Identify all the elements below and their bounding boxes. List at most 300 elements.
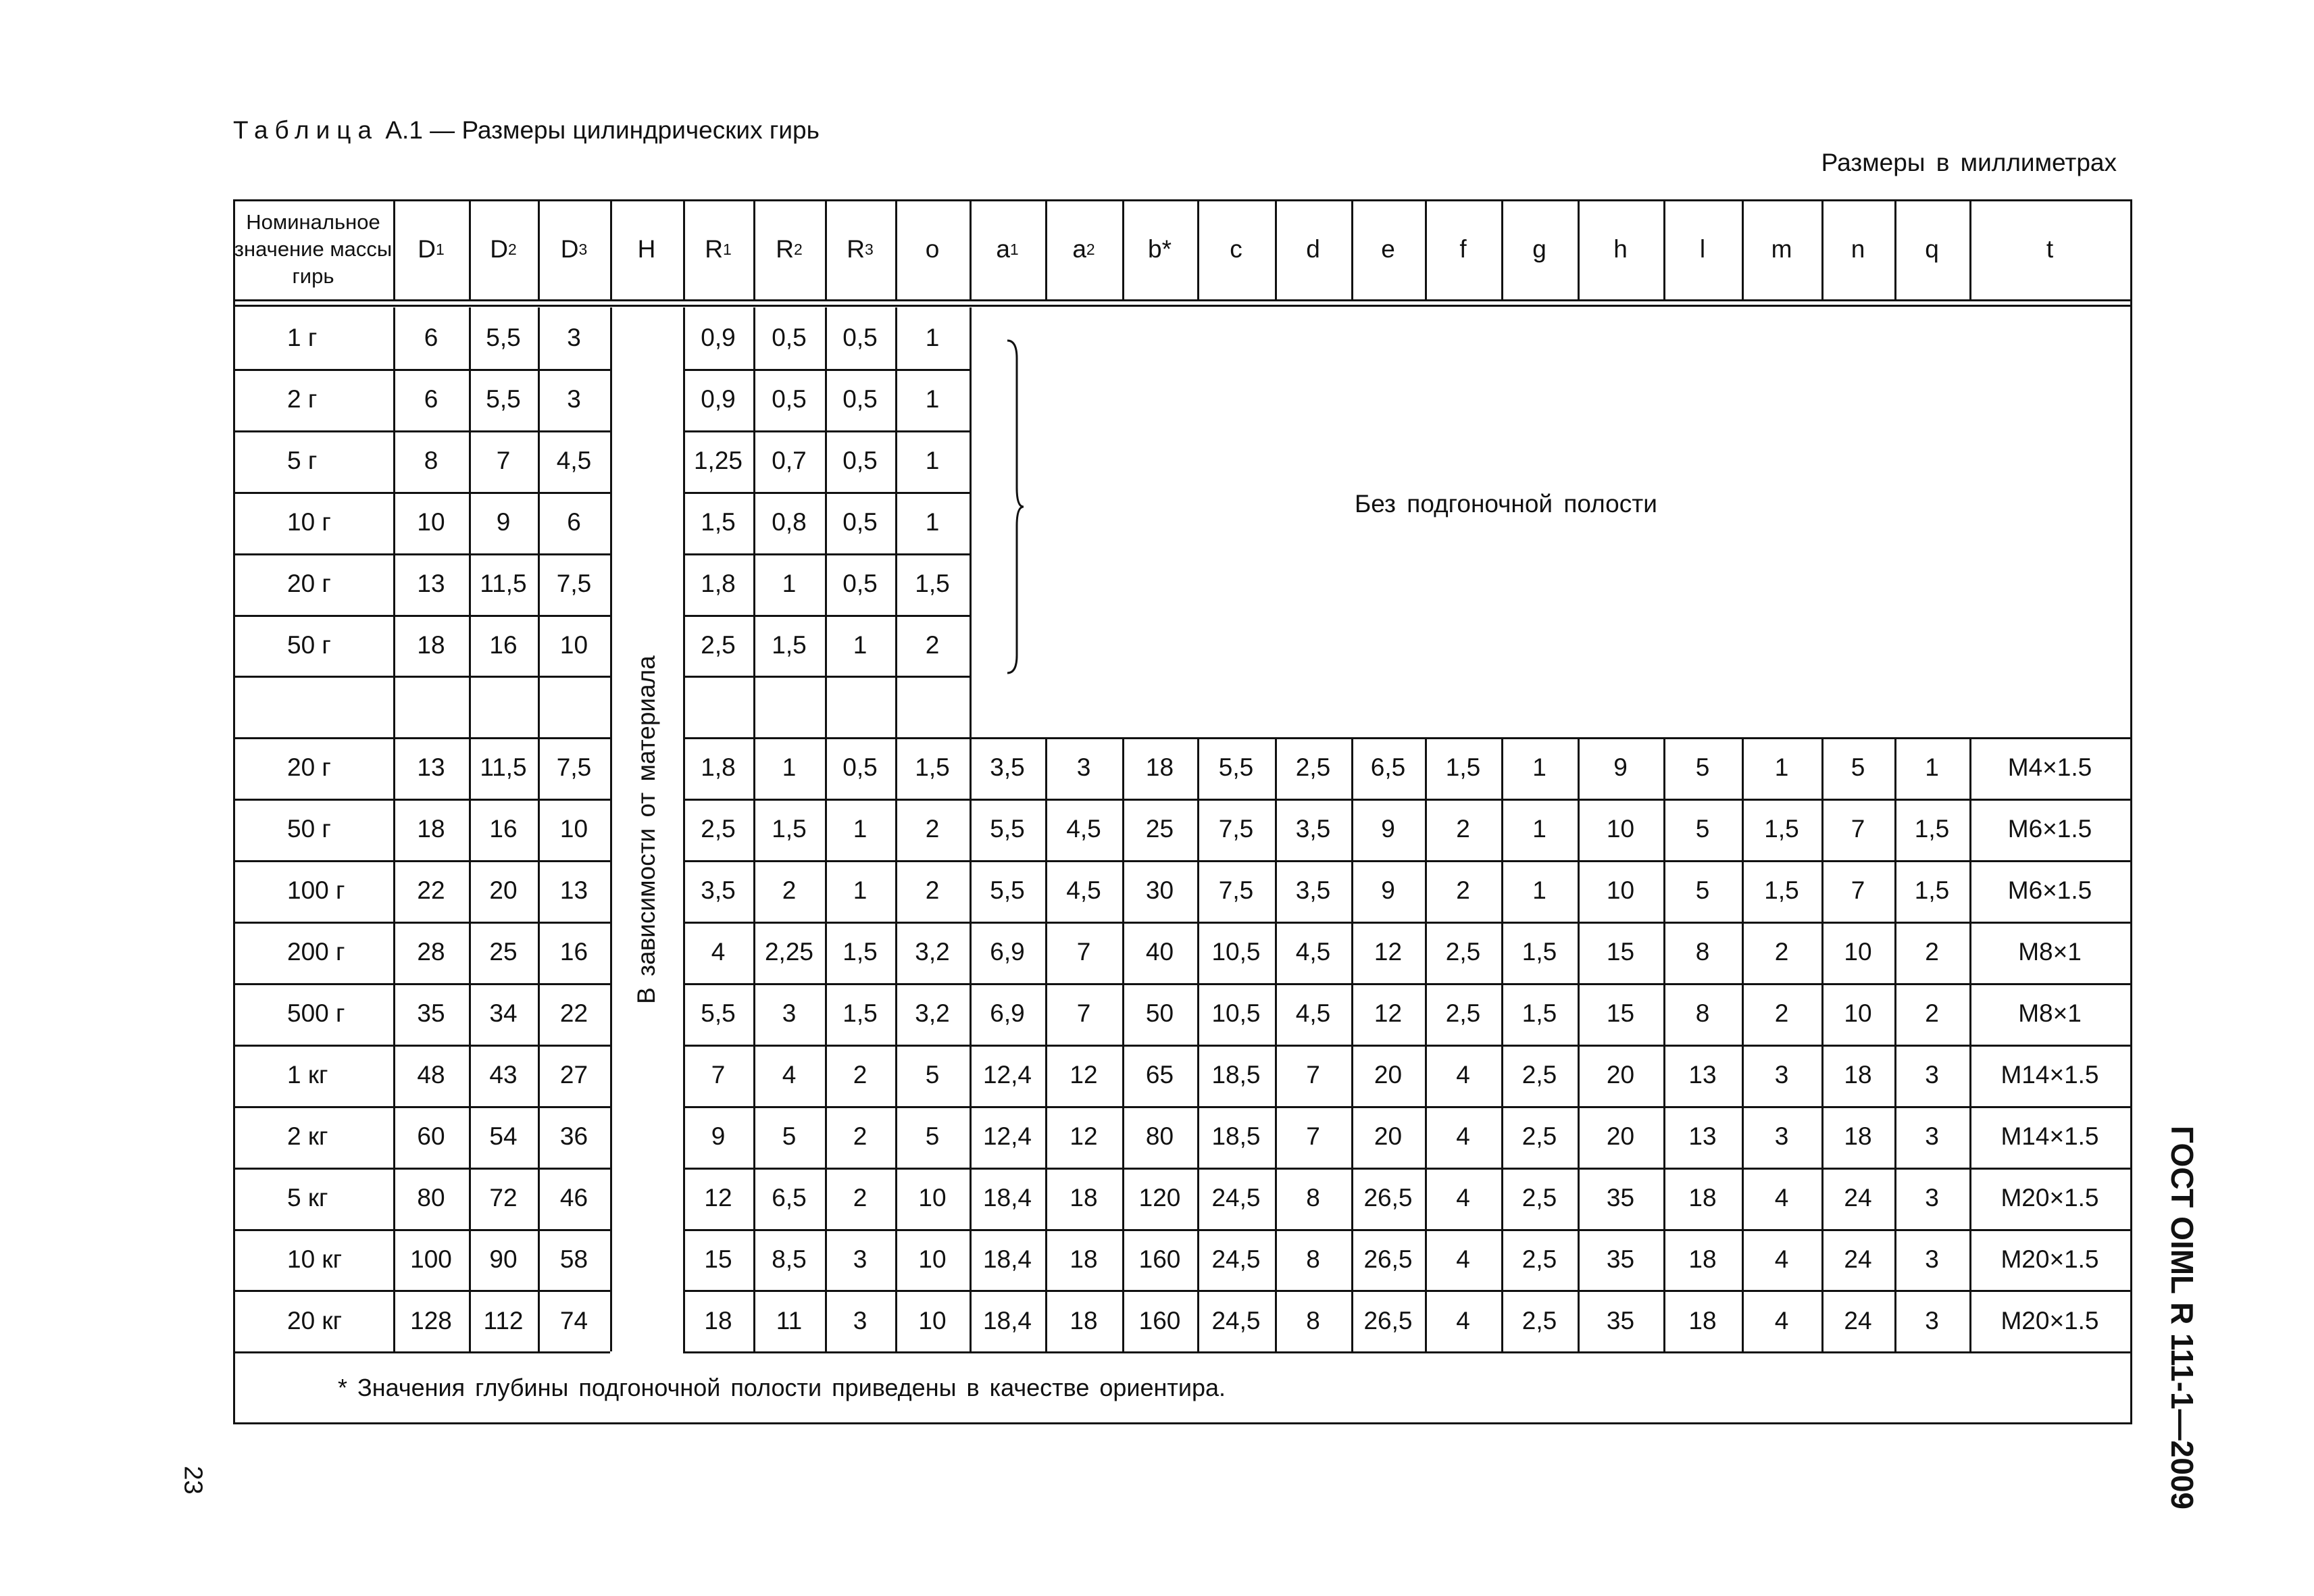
header-col <box>825 199 895 299</box>
cell-d3: 6 <box>567 507 581 536</box>
cell-r1: 2,5 <box>701 630 736 659</box>
cell-value: 18 <box>1688 1306 1717 1335</box>
cell-value: 16 <box>559 938 588 966</box>
table-border-bottom <box>233 1422 2132 1424</box>
header-col <box>1501 199 1578 299</box>
cell-d3: 4,5 <box>556 446 592 474</box>
cell-value: 35 <box>417 999 445 1028</box>
header-col-subscript: 3 <box>578 240 588 258</box>
cell-value: 15 <box>704 1245 732 1273</box>
cell-value: 12,4 <box>982 1122 1032 1150</box>
cell-value: 2,5 <box>1521 1122 1557 1150</box>
table-caption <box>233 116 820 145</box>
cell-value: 10,5 <box>1211 999 1261 1028</box>
page-number <box>172 1453 213 1507</box>
cell-mass: 5 г <box>287 446 318 474</box>
cell-value: 65 <box>1145 1060 1174 1089</box>
cell-value: 2 <box>1456 815 1470 843</box>
cell-value: 4,5 <box>1066 815 1101 843</box>
header-col-symbol: a <box>1072 234 1086 263</box>
cell-value: 5 <box>1851 753 1865 782</box>
header-col-subscript: 1 <box>435 240 445 258</box>
cell-value: 20 <box>489 876 518 905</box>
cell-value: 3,5 <box>701 876 736 905</box>
cell-value: 160 <box>1138 1306 1181 1335</box>
cell-o: 1 <box>925 507 940 536</box>
cell-value: 11,5 <box>480 753 527 782</box>
cell-value: 24 <box>1844 1306 1872 1335</box>
header-col <box>1351 199 1425 299</box>
cell-value: 7 <box>1851 815 1865 843</box>
cell-value: 28 <box>417 938 445 966</box>
cell-value: 9 <box>711 1122 726 1150</box>
cell-value: 50 <box>1145 999 1174 1028</box>
cell-value: 4 <box>1456 1060 1470 1089</box>
cell-value: 3 <box>1076 753 1091 782</box>
cell-d1: 8 <box>424 446 438 474</box>
cell-value: 5,5 <box>990 876 1025 905</box>
cell-value: 35 <box>1606 1306 1635 1335</box>
cell-value: 18 <box>1844 1060 1872 1089</box>
header-col <box>1663 199 1742 299</box>
header-col-symbol: D <box>490 234 508 263</box>
cell-value: 18,4 <box>982 1245 1032 1273</box>
cell-value: 5 <box>925 1060 940 1089</box>
header-col-divider <box>970 199 972 299</box>
cell-value: 4 <box>1456 1245 1470 1273</box>
cell-value: 90 <box>489 1245 518 1273</box>
header-col <box>538 199 610 299</box>
cell-value: 10 <box>918 1183 947 1212</box>
cell-value: 34 <box>489 999 518 1028</box>
cell-value: 8 <box>1695 999 1710 1028</box>
cell-value: 8 <box>1306 1306 1320 1335</box>
cell-value: 2 <box>782 876 797 905</box>
cell-value: 18 <box>1070 1183 1098 1212</box>
cell-value: 2,5 <box>1521 1060 1557 1089</box>
cell-value: 24 <box>1844 1245 1872 1273</box>
cell-r2: 1 <box>782 569 797 597</box>
cell-mass: 2 г <box>287 385 318 414</box>
cell-value: 4 <box>1774 1306 1789 1335</box>
cell-value: 20 г <box>287 753 331 782</box>
header-col-subscript: 1 <box>1009 240 1019 258</box>
cell-value: 7,5 <box>556 753 592 782</box>
header-col <box>1969 199 2130 299</box>
header-col-symbol: e <box>1381 234 1395 263</box>
cell-value: 6,5 <box>1370 753 1406 782</box>
cell-value: 24,5 <box>1211 1183 1261 1212</box>
cell-value: 5 кг <box>287 1183 328 1212</box>
cell-value: 3 <box>782 999 797 1028</box>
header-col-symbol: l <box>1699 234 1706 263</box>
cell-value: 1,5 <box>842 938 878 966</box>
header-col-divider <box>1351 199 1353 299</box>
header-mass-label: Номинальное значение массы гирь <box>234 209 393 289</box>
cell-value: M8×1 <box>2018 999 2082 1028</box>
header-col <box>1275 199 1351 299</box>
header-col-symbol: h <box>1613 234 1628 263</box>
cell-value: 2,5 <box>1521 1306 1557 1335</box>
header-col-divider <box>1663 199 1665 299</box>
cell-r2: 0,5 <box>772 324 807 352</box>
cell-value: 120 <box>1138 1183 1181 1212</box>
cell-value: M14×1.5 <box>2001 1122 2099 1150</box>
table-footnote: * Значения глубины подгоночной полости приведены в качестве ориентира. <box>338 1374 1226 1402</box>
header-col-symbol: m <box>1771 234 1792 263</box>
cell-value: 2,5 <box>1295 753 1331 782</box>
cell-value: 1,5 <box>1521 938 1557 966</box>
cell-value: 8 <box>1306 1183 1320 1212</box>
cell-value: 1,8 <box>701 753 736 782</box>
cell-value: 2,5 <box>1445 999 1481 1028</box>
cell-mass: 50 г <box>287 630 331 659</box>
header-col <box>1045 199 1122 299</box>
cell-value: 2,5 <box>1521 1245 1557 1273</box>
header-col-divider <box>1425 199 1427 299</box>
header-col-subscript: 3 <box>864 240 874 258</box>
cell-value: 8,5 <box>772 1245 807 1273</box>
header-col <box>895 199 970 299</box>
cell-value: 10 <box>1844 999 1872 1028</box>
cell-value: 7 <box>1076 999 1091 1028</box>
cell-value: 2,5 <box>1445 938 1481 966</box>
cell-o: 2 <box>925 630 940 659</box>
cell-value: 5,5 <box>990 815 1025 843</box>
header-separator <box>233 299 2130 301</box>
cell-value: 0,5 <box>842 753 878 782</box>
cell-value: 5 <box>1695 876 1710 905</box>
header-col <box>1122 199 1197 299</box>
cell-value: M20×1.5 <box>2001 1183 2099 1212</box>
header-col-symbol: q <box>1925 234 1939 263</box>
cell-value: 8 <box>1306 1245 1320 1273</box>
cell-value: 500 г <box>287 999 345 1028</box>
cell-value: 10 <box>1606 815 1635 843</box>
cell-value: 12 <box>704 1183 732 1212</box>
cell-value: 3 <box>1925 1122 1939 1150</box>
cell-value: 72 <box>489 1183 518 1212</box>
header-col <box>1197 199 1275 299</box>
header-col-subscript: 1 <box>722 240 732 258</box>
header-col-divider <box>753 199 755 299</box>
row-divider <box>233 1351 610 1353</box>
cell-value: 1,5 <box>1445 753 1481 782</box>
cell-value: 112 <box>483 1306 524 1335</box>
cell-value: 18 <box>417 815 445 843</box>
cell-d2: 5,5 <box>486 324 521 352</box>
header-col-symbol: n <box>1851 234 1865 263</box>
h-column-note <box>610 307 683 1351</box>
cell-value: 10 <box>918 1245 947 1273</box>
cell-value: 3,5 <box>1295 815 1331 843</box>
cell-value: M8×1 <box>2018 938 2082 966</box>
cell-value: 3 <box>1774 1122 1789 1150</box>
header-col-divider <box>393 199 395 299</box>
cell-value: 30 <box>1145 876 1174 905</box>
cell-value: 15 <box>1606 938 1635 966</box>
cell-d2: 16 <box>489 630 518 659</box>
cell-value: M6×1.5 <box>2007 815 2092 843</box>
cell-value: M20×1.5 <box>2001 1245 2099 1273</box>
cell-value: 1 <box>853 815 867 843</box>
cell-r1: 0,9 <box>701 385 736 414</box>
cell-mass: 20 г <box>287 569 331 597</box>
cell-d1: 10 <box>417 507 445 536</box>
cell-value: 7,5 <box>1218 815 1254 843</box>
cell-value: 22 <box>417 876 445 905</box>
cell-value: 18,5 <box>1211 1060 1261 1089</box>
header-col <box>469 199 538 299</box>
page-number-text: 23 <box>178 1465 207 1495</box>
cell-value: 26,5 <box>1363 1306 1413 1335</box>
cell-value: 3,5 <box>1295 876 1331 905</box>
cell-value: 1,5 <box>1764 876 1799 905</box>
h-column-text: В зависимости от материала <box>632 655 661 1004</box>
header-col <box>1742 199 1821 299</box>
cell-value: 11 <box>776 1306 803 1335</box>
document-side-title <box>2138 1125 2226 1510</box>
cell-value: 46 <box>559 1183 588 1212</box>
cell-d1: 18 <box>417 630 445 659</box>
cell-value: 7,5 <box>1218 876 1254 905</box>
cell-value: 22 <box>559 999 588 1028</box>
cell-d2: 11,5 <box>480 569 527 597</box>
caption-prefix: Таблица <box>233 116 379 144</box>
cell-value: 60 <box>417 1122 445 1150</box>
units-note: Размеры в миллиметрах <box>1821 149 2117 176</box>
cell-value: 1,5 <box>1764 815 1799 843</box>
header-col-symbol: g <box>1532 234 1546 263</box>
cell-d3: 3 <box>567 324 581 352</box>
cell-value: 10 <box>559 815 588 843</box>
header-col-divider <box>825 199 827 299</box>
cell-value: M14×1.5 <box>2001 1060 2099 1089</box>
cell-value: 10 <box>1844 938 1872 966</box>
cell-value: 16 <box>489 815 518 843</box>
cell-r3: 0,5 <box>842 446 878 474</box>
header-col-subscript: 2 <box>507 240 517 258</box>
cell-value: 3 <box>1925 1306 1939 1335</box>
cell-value: 7 <box>1306 1122 1320 1150</box>
cell-value: 24,5 <box>1211 1306 1261 1335</box>
cell-value: 1 кг <box>287 1060 328 1089</box>
cell-value: 10 кг <box>287 1245 343 1273</box>
cell-value: 9 <box>1381 876 1395 905</box>
cell-value: 7 <box>711 1060 726 1089</box>
header-col-symbol: t <box>2046 234 2054 263</box>
cell-value: 13 <box>1688 1060 1717 1089</box>
header-col <box>1425 199 1501 299</box>
cell-value: 3 <box>1925 1183 1939 1212</box>
header-col <box>970 199 1045 299</box>
header-col-subscript: 2 <box>793 240 803 258</box>
header-col-divider <box>1969 199 1971 299</box>
cell-value: 40 <box>1145 938 1174 966</box>
header-col <box>1821 199 1894 299</box>
header-col-symbol: f <box>1459 234 1467 263</box>
cell-value: 1,5 <box>915 753 950 782</box>
cell-d1: 6 <box>424 324 438 352</box>
cell-r3: 1 <box>853 630 867 659</box>
cell-d3: 10 <box>559 630 588 659</box>
header-col-symbol: b* <box>1148 234 1172 263</box>
cell-value: 4 <box>782 1060 797 1089</box>
header-col-divider <box>538 199 540 299</box>
header-col <box>683 199 753 299</box>
cell-value: 4 <box>711 938 726 966</box>
cell-value: 200 г <box>287 938 345 966</box>
cell-r2: 0,8 <box>772 507 807 536</box>
cell-value: M6×1.5 <box>2007 876 2092 905</box>
cell-value: 2 <box>853 1060 867 1089</box>
cell-value: 4,5 <box>1295 938 1331 966</box>
header-col-symbol: a <box>996 234 1010 263</box>
cell-value: 7 <box>1306 1060 1320 1089</box>
header-col-divider <box>683 199 685 299</box>
cell-mass: 1 г <box>287 324 318 352</box>
cell-d2: 5,5 <box>486 385 521 414</box>
cell-value: 18 <box>704 1306 732 1335</box>
cell-value: 18 <box>1070 1306 1098 1335</box>
cell-value: 2 <box>925 815 940 843</box>
cell-value: 2,5 <box>1521 1183 1557 1212</box>
cell-value: 6,5 <box>772 1183 807 1212</box>
cell-value: 20 <box>1606 1060 1635 1089</box>
cell-value: 5,5 <box>701 999 736 1028</box>
cell-value: 3,5 <box>990 753 1025 782</box>
cell-value: 4 <box>1456 1122 1470 1150</box>
cell-value: 18 <box>1688 1183 1717 1212</box>
header-col-divider <box>895 199 897 299</box>
cell-value: 18,4 <box>982 1183 1032 1212</box>
cell-value: 80 <box>1145 1122 1174 1150</box>
header-col-divider <box>1742 199 1744 299</box>
cell-value: 25 <box>489 938 518 966</box>
cell-value: 1 <box>1925 753 1939 782</box>
cell-r3: 0,5 <box>842 324 878 352</box>
caption-text: А.1 — Размеры цилиндрических гирь <box>385 116 820 144</box>
cell-value: 13 <box>1688 1122 1717 1150</box>
cell-o: 1,5 <box>915 569 950 597</box>
cell-value: 18,5 <box>1211 1122 1261 1150</box>
cell-value: 3 <box>1925 1245 1939 1273</box>
cell-value: 15 <box>1606 999 1635 1028</box>
cell-value: 58 <box>559 1245 588 1273</box>
header-col-symbol: R <box>847 234 865 263</box>
cell-value: 54 <box>489 1122 518 1150</box>
cell-r2: 0,5 <box>772 385 807 414</box>
cell-d3: 7,5 <box>556 569 592 597</box>
header-col <box>1894 199 1969 299</box>
cell-value: 5,5 <box>1218 753 1254 782</box>
header-col-symbol: o <box>925 234 940 263</box>
row-divider <box>683 676 970 678</box>
cell-r1: 1,8 <box>701 569 736 597</box>
cell-value: 1,5 <box>842 999 878 1028</box>
cell-value: 20 <box>1374 1122 1403 1150</box>
cell-r2: 1,5 <box>772 630 807 659</box>
cell-value: 1 <box>782 753 797 782</box>
cell-value: 35 <box>1606 1183 1635 1212</box>
cell-value: 9 <box>1613 753 1628 782</box>
cell-value: 2 <box>1774 938 1789 966</box>
cell-value: 20 <box>1606 1122 1635 1150</box>
row-divider <box>233 676 610 678</box>
cell-value: 10 <box>918 1306 947 1335</box>
cell-value: M4×1.5 <box>2007 753 2092 782</box>
cell-value: 24,5 <box>1211 1245 1261 1273</box>
cell-value: 2 кг <box>287 1122 328 1150</box>
cell-value: 36 <box>559 1122 588 1150</box>
cell-value: 26,5 <box>1363 1245 1413 1273</box>
header-col <box>610 199 683 299</box>
header-col-symbol: R <box>776 234 794 263</box>
header-col <box>1578 199 1663 299</box>
cell-value: 5 <box>925 1122 940 1150</box>
header-col-symbol: d <box>1306 234 1320 263</box>
cell-o: 1 <box>925 385 940 414</box>
cell-value: 4 <box>1774 1245 1789 1273</box>
cell-value: 2 <box>1925 999 1939 1028</box>
cell-value: 4 <box>1774 1183 1789 1212</box>
header-col-symbol: H <box>637 234 656 263</box>
cell-value: 13 <box>559 876 588 905</box>
side-title-text: ГОСТ OIML R 111-1—2009 <box>2165 1125 2200 1510</box>
cell-value: 10 <box>1606 876 1635 905</box>
header-col-divider <box>1122 199 1124 299</box>
cell-value: 18 <box>1844 1122 1872 1150</box>
header-col-divider <box>610 199 612 299</box>
cell-value: 7 <box>1076 938 1091 966</box>
cell-value: 3 <box>853 1306 867 1335</box>
cell-value: 128 <box>410 1306 452 1335</box>
cell-value: 12 <box>1070 1060 1098 1089</box>
cell-value: 18 <box>1070 1245 1098 1273</box>
cell-value: 100 <box>410 1245 452 1273</box>
header-col-divider <box>1578 199 1580 299</box>
cell-d2: 7 <box>496 446 511 474</box>
header-col-divider <box>469 199 471 299</box>
cell-value: 3 <box>1774 1060 1789 1089</box>
cell-value: 20 <box>1374 1060 1403 1089</box>
cell-value: 1,5 <box>1914 876 1950 905</box>
row-divider <box>683 1351 2130 1353</box>
cell-value: 20 кг <box>287 1306 343 1335</box>
cell-value: 1 <box>1774 753 1789 782</box>
cell-value: 13 <box>417 753 445 782</box>
header-col-divider <box>1501 199 1503 299</box>
header-col-symbol: R <box>705 234 723 263</box>
header-col <box>753 199 825 299</box>
cell-value: 8 <box>1695 938 1710 966</box>
cell-value: 2,25 <box>764 938 813 966</box>
cell-value: 48 <box>417 1060 445 1089</box>
cell-d1: 6 <box>424 385 438 414</box>
cell-value: 3,2 <box>915 999 950 1028</box>
cell-r1: 0,9 <box>701 324 736 352</box>
cell-value: 1,5 <box>1914 815 1950 843</box>
cell-value: 12 <box>1374 999 1403 1028</box>
cell-value: 6,9 <box>990 999 1025 1028</box>
cell-value: 2,5 <box>701 815 736 843</box>
cell-value: 2 <box>1925 938 1939 966</box>
cell-d3: 3 <box>567 385 581 414</box>
cell-value: 2 <box>1456 876 1470 905</box>
cell-value: 25 <box>1145 815 1174 843</box>
cell-o: 1 <box>925 446 940 474</box>
cell-value: M20×1.5 <box>2001 1306 2099 1335</box>
